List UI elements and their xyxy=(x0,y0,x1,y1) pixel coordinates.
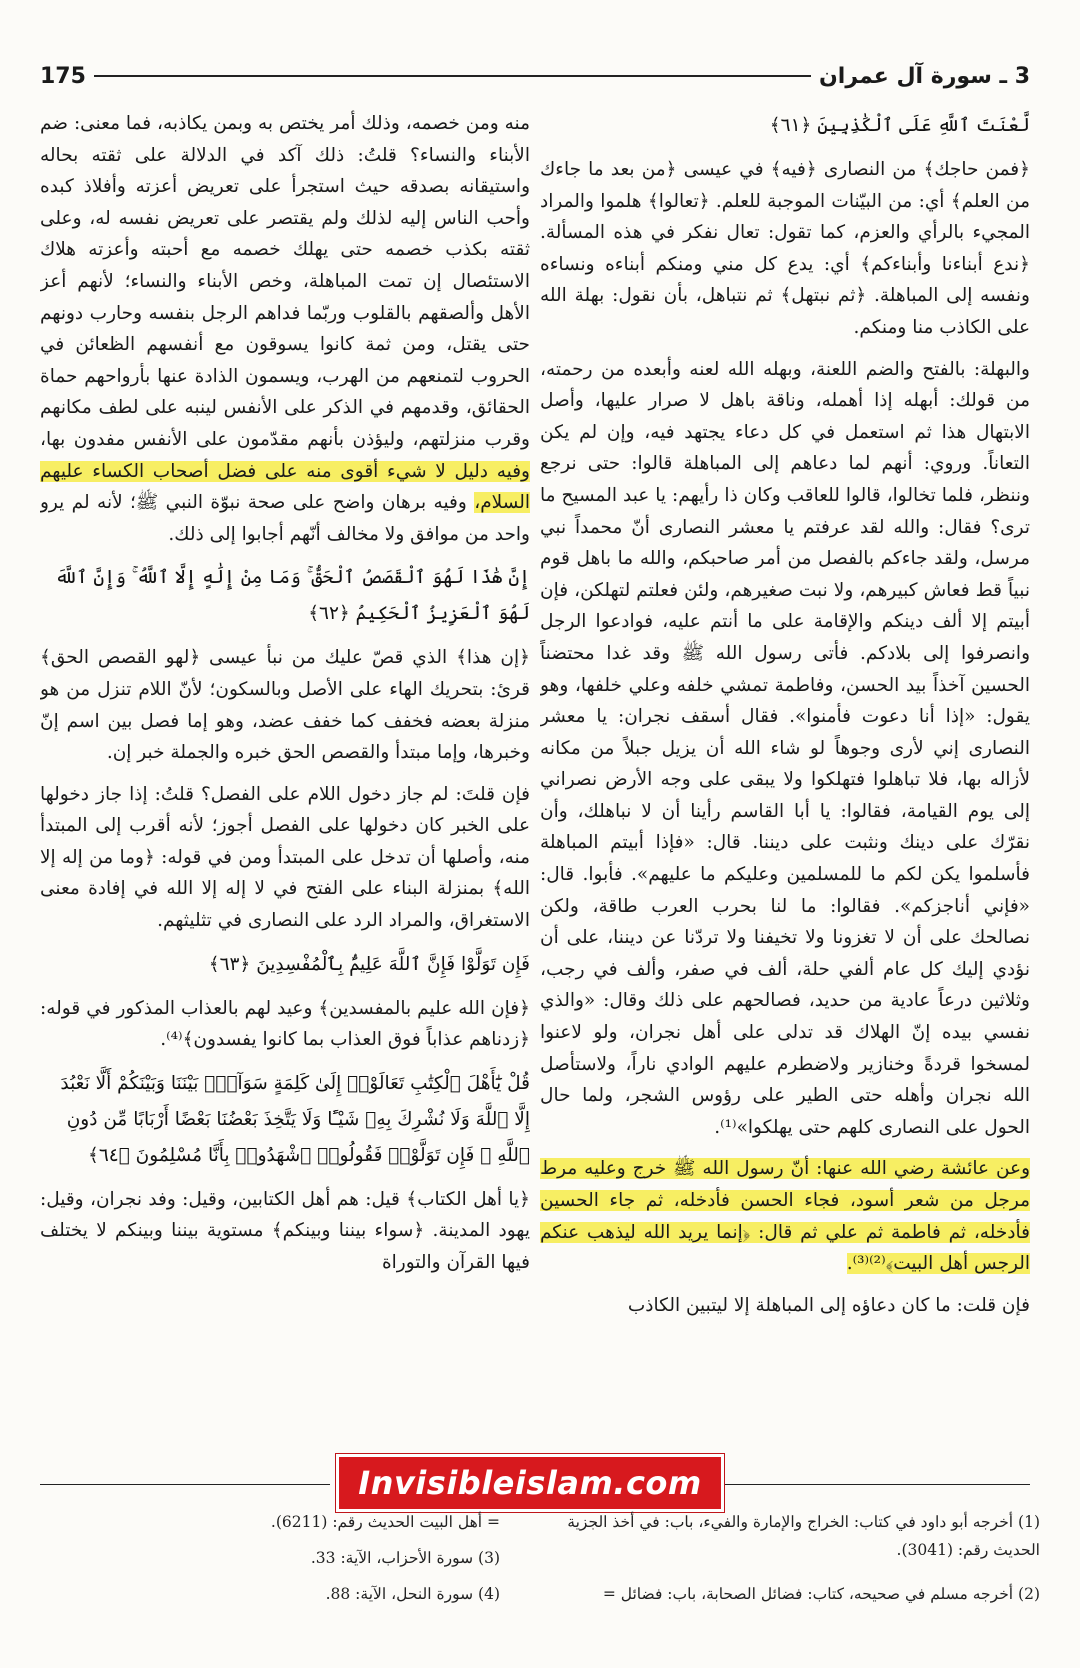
left-column xyxy=(40,108,530,1448)
header-rule xyxy=(94,75,811,77)
footnote-1: (1) أخرجه أبو داود في كتاب: الخراج والإمارة والفيء، باب: في أخذ الجزية الحديث رقم: (3041). xyxy=(567,1513,1040,1559)
highlighted-hadith xyxy=(540,1153,1030,1279)
tafsir-paragraph: والبهلة: بالفتح والضم اللعنة، وبهله الله لعنه وأبعده من رحمته، من قولك: أبهله إذا أهمله، وناقة باهل لا صرار عليها، وأصل الابتهال هذا ثم استعمل في كل دعاء يجتهد فيه، وإن لم يكن التعاناً. وروي: أنهم لما دعاهم إلى المباهلة قالوا: حتى نرجع وننظر، فلما تخالوا، قالوا للعاقب وكان ذا رأيهم: يا عبد المسيح ما ترى؟ فقال: والله لقد عرفتم يا معشر النصارى أنّ محمداً نبي مرسل، ولقد جاءكم بالفصل من أمر صاحبكم، والله ما باهل قوم نبياً قط فعاش كبيرهم، ولا نبت صغيرهم، ولئن فعلتم لتهلكن، فإن أبيتم إلا ألف دينكم والإقامة على ما أنتم عليه، فوادعوا الرجل وانصرفوا إلى بلادكم. فأتى رسول الله ﷺ وقد غدا محتضناً الحسين آخذاً بيد الحسن، وفاطمة تمشي خلفه وعلي خلفها، وهو يقول: «إذا أنا دعوت فأمنوا». فقال أسقف نجران: يا معشر النصارى إني لأرى وجوهاً لو شاء الله أن يزيل جبلاً من مكانه لأزاله بها، فلا تباهلوا فتهلكوا ولا يبقى على وجه الأرض نصراني إلى يوم القيامة، فقالوا: يا أبا القاسم رأينا أن لا نباهلك، وأن نقرّك على دينك ونثبت على ديننا. قال: «فإذا أبيتم المباهلة فأسلموا يكن لكم ما للمسلمين وعليكم ما عليهم». فأبوا. قال: «فإني أناجزكم». فقالوا: ما لنا بحرب العرب طاقة، ولكن نصالحك على أن لا تغزونا ولا تخيفنا ولا تردّنا عن ديننا، على أن نؤدي إليك كل عام ألفي حلة، ألف في صفر، وألف في رجب، وثلاثين درعاً عادية من حديد، فصالحهم على ذلك وقال: «والذي نفسي بيده إنّ الهلاك قد تدلى على أهل نجران، ولو لاعنوا لمسخوا قردةً وخنازير ولاضطرم عليهم الوادي ناراً، ولاستأصل الله نجران وأهله حتى الطير على رؤوس الشجر، ولما حال الحول على النصارى كلهم حتى يهلكوا»⁽¹⁾. xyxy=(540,358,1030,1138)
footnote-2-continued: = أهل البيت الحديث رقم: (6211). xyxy=(270,1513,500,1531)
quran-verse-62: إِنَّ هَٰذَا لَهُوَ ٱلْقَصَصُ ٱلْحَقُّ ۚ وَمَا مِنْ إِلَٰهٍ إِلَّا ٱللَّهُ ۚ وَإِنَّ ٱللَّهَ لَهُوَ ٱلْعَزِيزُ ٱلْحَكِيمُ ﴿٦٢﴾ xyxy=(54,567,530,625)
tafsir-paragraph: ﴿فمن حاجك﴾ من النصارى ﴿فيه﴾ في عيسى ﴿من بعد ما جاءك من العلم﴾ أي: من البيّنات الموجبة للعلم. ﴿تعالوا﴾ هلموا والمراد المجيء بالرأي والعزم، كما تقول: تعال نفكر في هذه المسألة. ﴿ندع أبناءنا وأبناءكم﴾ أي: يدع كل مني ومنكم أبناءه ونساءه ونفسه إلى المباهلة. ﴿ثم نبتهل﴾ ثم نتباهل، بأن نقول: بهلة الله على الكاذب منا ومنكم. xyxy=(540,159,1030,338)
tafsir-paragraph: ﴿يا أهل الكتاب﴾ قيل: هم أهل الكتابين، وقيل: وفد نجران، وقيل: يهود المدينة. ﴿سواء بيننا وبينكم﴾ مستوية بيننا وبينكم لا يختلف فيها القرآن والتوراة xyxy=(40,1188,530,1274)
footnote-4: (4) سورة النحل، الآية: 88. xyxy=(325,1585,500,1603)
highlight-ahl-al-kisa: وفيه دليل لا شيء أقوى منه على فضل أصحاب الكساء عليهم السلام، xyxy=(40,460,530,514)
tafsir-paragraph-with-highlight xyxy=(40,108,530,550)
highlight-aisha-hadith: وعن عائشة رضي الله عنها: أنّ رسول الله ﷺ خرج وعليه مرط مرجل من شعر أسود، فجاء الحسن فأدخله، ثم جاء الحسين فأدخله، ثم فاطمة ثم علي ثم قال: ﴿إنما يريد الله ليذهب عنكم الرجس أهل البيت﴾⁽²⁾⁽³⁾. xyxy=(540,1158,1030,1275)
page-number: 175 xyxy=(40,63,86,89)
tafsir-text: وفيه برهان واضح على صحة نبوّة النبي ﷺ؛ لأنه لم يرو واحد من موافق ولا مخالف أنّهم أجابوا إلى ذلك. xyxy=(40,492,530,545)
footnote-2: (2) أخرجه مسلم في صحيحه، كتاب: فضائل الصحابة، باب: فضائل = xyxy=(602,1585,1040,1603)
right-column xyxy=(540,108,1030,1448)
quran-verse-63: فَإِن تَوَلَّوْا فَإِنَّ ٱللَّهَ عَلِيمٌۢ بِٱلْمُفْسِدِينَ ﴿٦٣﴾ xyxy=(208,953,530,975)
tafsir-paragraph: ﴿فإن الله عليم بالمفسدين﴾ وعيد لهم بالعذاب المذكور في قوله: ﴿زدناهم عذاباً فوق العذاب بما كانوا يفسدون﴾⁽⁴⁾. xyxy=(40,997,530,1051)
watermark-logo xyxy=(336,1454,724,1512)
tafsir-paragraph: فإن قلتَ: لم جاز دخول اللام على الفصل؟ قلتُ: إذا جاز دخولها على الخبر كان دخولها على الفصل أجوز؛ لأنه أقرب إلى المبتدأ منه، وأصلها أن تدخل على المبتدأ ومن في قوله: ﴿وما من إله إلا الله﴾ بمنزلة البناء على الفتح في لا إله إلا الله في إفادة معنى الاستغراق، والمراد الرد على النصارى في تثليثهم. xyxy=(40,783,530,932)
tafsir-paragraph: فإن قلت: ما كان دعاؤه إلى المباهلة إلا ليتبين الكاذب xyxy=(627,1294,1030,1316)
surah-title: 3 ـ سورة آل عمران xyxy=(819,63,1030,89)
watermark-text: Invisibleislam.com xyxy=(358,1464,702,1502)
page-header xyxy=(40,58,1030,94)
quran-verse-61-end: لَّعْنَتَ ٱللَّهِ عَلَى ٱلْكَٰذِبِينَ ﴿٦١﴾ xyxy=(769,115,1030,136)
tafsir-text: منه ومن خصمه، وذلك أمر يختص به وبمن يكاذبه، فما معنى: ضم الأبناء والنساء؟ قلتُ: ذلك آكد في الدلالة على ثقته بحاله واستيقانه بصدقه حيث استجرأ على تعريض أعزته وأفلاذ كبده وأحب الناس إليه لذلك ولم يقتصر على تعريض نفسه له، وعلى ثقته بكذب خصمه حتى يهلك خصمه مع أحبته وأعزته هلاك الاستئصال إن تمت المباهلة، وخص الأبناء والنساء؛ لأنهم أعز الأهل وألصقهم بالقلوب وربّما فداهم الرجل بنفسه وحارب دونهم حتى يقتل، ومن ثمة كانوا يسوقون مع أنفسهم الظعائن في الحروب لتمنعهم من الهرب، ويسمون الذادة عنها بأرواحهم حماة الحقائق، وقدمهم في الذكر على الأنفس لينبه على لطف مكانهم وقرب منزلتهم، وليؤذن بأنهم مقدّمون على الأنفس مفدون بها، xyxy=(40,113,530,450)
quran-verse-64: قُلْ يَٰٓأَهْلَ ٱلْكِتَٰبِ تَعَالَوْا۟ إِلَىٰ كَلِمَةٍ سَوَآءٍۭ بَيْنَنَا وَبَيْنَكُمْ أَلَّا نَعْبُدَ إِلَّا ٱللَّهَ وَلَا نُشْرِكَ بِهِۦ شَيْـًٔا وَلَا يَتَّخِذَ بَعْضُنَا بَعْضًا أَرْبَابًا مِّن دُونِ ٱللَّهِ ۚ فَإِن تَوَلَّوْا۟ فَقُولُوا۟ ٱشْهَدُوا۟ بِأَنَّا مُسْلِمُونَ ﴿٦٤﴾ xyxy=(60,1072,530,1166)
tafsir-paragraph: ﴿إن هذا﴾ الذي قصّ عليك من نبأ عيسى ﴿لهو القصص الحق﴾ قرئ: بتحريك الهاء على الأصل وبالسكون؛ لأنّ اللام تنزل من هو منزلة بعضه فخفف كما خفف عضد، وهو إما فصل بين اسم إنّ وخبرها، وإما مبتدأ والقصص الحق خبره والجملة خبر إن. xyxy=(40,647,530,764)
footnote-3: (3) سورة الأحزاب، الآية: 33. xyxy=(310,1549,500,1567)
